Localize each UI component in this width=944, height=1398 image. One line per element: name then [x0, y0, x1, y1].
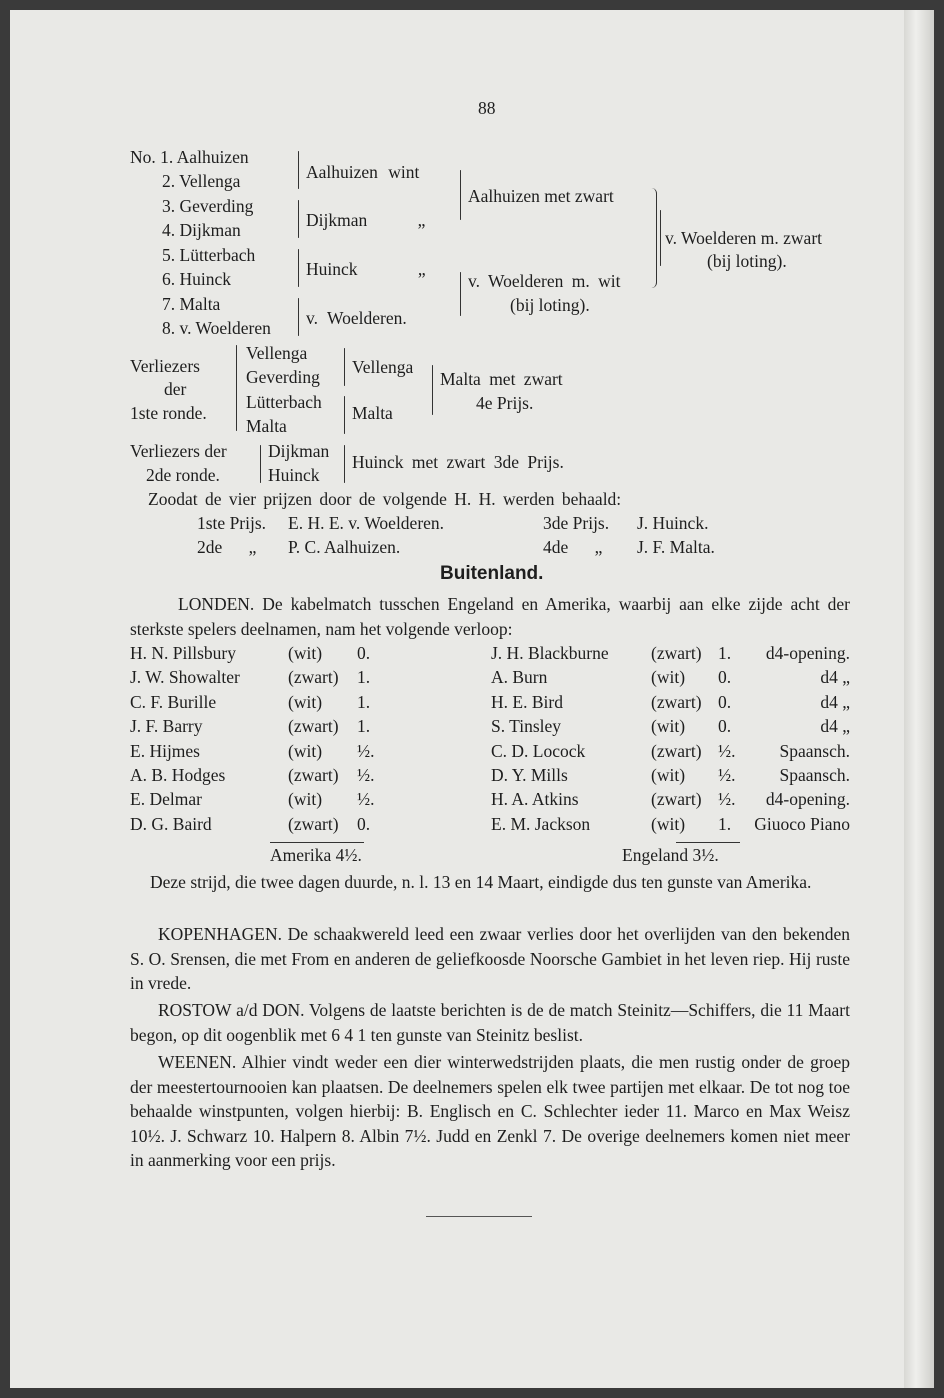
player-england: H. A. Atkins: [491, 789, 579, 810]
bracket-player: 7. Malta: [162, 294, 221, 314]
color-england: (wit): [651, 716, 686, 737]
score-america: 0.: [357, 813, 371, 834]
kopenhagen-paragraph: KOPENHAGEN. De schaakwereld leed een zwaar verlies door het overlijden van den bekenden S. O. Srensen, die met From en anderen de geliefkoosde Noorsche Gambiet in het leven riep. Hij ruste in vrede.: [130, 924, 850, 993]
round1-result: v. Woelderen.: [306, 308, 407, 328]
prizes-intro: Zoodat de vier prijzen door de volgende H. H. werden behaald:: [148, 489, 622, 509]
bracket-brace: [646, 188, 657, 288]
score-america: 1.: [357, 716, 371, 737]
player-england: S. Tinsley: [491, 716, 562, 737]
losers1-player: Geverding: [246, 367, 320, 387]
losers1-brace: [432, 365, 433, 415]
bracket-brace: [660, 210, 661, 266]
score-england: 0.: [718, 691, 732, 712]
losers1-player: Vellenga: [246, 343, 308, 363]
color-england: (zwart): [651, 740, 702, 761]
losers1-winner: Malta: [352, 403, 393, 423]
opening-name: d4-opening.: [765, 643, 850, 663]
london-conclusion: Deze strijd, die twee dagen duurde, n. l. 13 en 14 Maart, eindigde dus ten gunste van Amerika.: [150, 872, 812, 892]
weenen-paragraph: WEENEN. Alhier vindt weder een dier winterwedstrijden plaats, die men rustig onder de groep der meestertournooien kan plaatsen. De deelnemers spelen elk twee partijen met elkaar. De tot nog toe behaalde winstpunten, volgen hierbij: B. Englisch en C. Schlechter ieder 11. Marco en Max Weisz 10½. J. Schwarz 10. Halpern 8. Albin 7½. Judd en Zenkl 7. De overige deelnemers komen niet meer in aanmerking voor een prijs.: [130, 1052, 850, 1170]
section-title: Buitenland.: [440, 563, 544, 584]
losers1-player: Lütterbach: [246, 392, 322, 412]
bracket-player: 6. Huinck: [162, 269, 232, 289]
losers1-player: Malta: [246, 416, 287, 436]
color-america: (zwart): [288, 667, 339, 688]
player-england: C. D. Locock: [491, 740, 586, 761]
player-england: A. Burn: [491, 667, 548, 688]
losers1-result: Malta met zwart: [440, 369, 563, 389]
score-england: 1.: [718, 643, 732, 663]
color-england: (wit): [651, 765, 686, 785]
score-america: 1.: [357, 667, 371, 688]
round1-result: Dijkman „: [306, 210, 426, 230]
page-number: 88: [478, 98, 496, 118]
prize-name: E. H. E. v. Woelderen.: [288, 513, 445, 533]
losers2-player: Huinck: [268, 465, 320, 485]
bracket-brace: [298, 200, 299, 238]
bracket-player: 4. Dijkman: [162, 220, 241, 240]
player-america: J. F. Barry: [130, 716, 203, 737]
bracket-player: 2. Vellenga: [162, 171, 241, 191]
opening-name: d4-opening.: [765, 789, 850, 810]
color-america: (wit): [288, 643, 323, 663]
color-england: (zwart): [651, 691, 702, 712]
score-america: ½.: [357, 765, 375, 785]
score-america: 1.: [357, 691, 371, 712]
color-america: (wit): [288, 789, 323, 810]
losers1-brace: [344, 396, 345, 434]
losers1-winner: Vellenga: [352, 357, 414, 377]
color-america: (zwart): [288, 716, 339, 737]
prize-name: J. Huinck.: [637, 513, 709, 533]
total-amerika: Amerika 4½.: [270, 845, 362, 865]
opening-name: Spaansch.: [779, 740, 850, 761]
player-america: C. F. Burille: [130, 691, 217, 712]
prize-label: 2de „: [197, 537, 257, 557]
player-england: H. E. Bird: [491, 691, 563, 712]
opening-name: Giuoco Piano: [754, 813, 850, 834]
prize-label: 3de Prijs.: [543, 513, 610, 533]
opening-name: d4 „: [820, 667, 850, 688]
final-result: v. Woelderen m. zwart: [665, 228, 823, 248]
losers1-label: 1ste ronde.: [130, 403, 207, 423]
color-england: (zwart): [651, 643, 702, 663]
london-intro: LONDEN. De kabelmatch tusschen Engeland en Amerika, waarbij aan elke zijde acht der sterkste spelers deelnamen, nam het volgende verloop:: [130, 594, 850, 639]
prize-label: 1ste Prijs.: [197, 513, 267, 533]
score-america: ½.: [357, 740, 375, 761]
score-england: 0.: [718, 667, 732, 688]
losers1-brace: [344, 348, 345, 386]
losers2-brace: [344, 445, 345, 483]
color-england: (wit): [651, 667, 686, 688]
score-england: ½.: [718, 765, 736, 785]
color-america: (wit): [288, 740, 323, 761]
bracket-player: 5. Lütterbach: [162, 245, 256, 265]
prize-name: J. F. Malta.: [637, 537, 715, 557]
losers1-label: der: [164, 379, 187, 399]
bracket-player: 8. v. Woelderen: [162, 318, 271, 338]
player-america: D. G. Baird: [130, 813, 212, 834]
bracket-brace: [298, 151, 299, 189]
player-america: E. Delmar: [130, 789, 202, 810]
final-note: (bij loting).: [707, 251, 787, 271]
page-edge: [904, 10, 934, 1388]
opening-name: d4 „: [820, 716, 850, 737]
bracket-brace: [460, 170, 461, 220]
color-england: (zwart): [651, 789, 702, 810]
opening-name: d4 „: [820, 691, 850, 712]
round2-note: (bij loting).: [510, 295, 590, 315]
total-underline: [270, 842, 364, 843]
score-england: ½.: [718, 740, 736, 761]
opening-name: Spaansch.: [779, 765, 850, 785]
losers2-label: Verliezers der: [130, 441, 227, 461]
player-america: J. W. Showalter: [130, 667, 240, 688]
rostow-paragraph: ROSTOW a/d DON. Volgens de laatste berichten is de de match Steinitz—Schiffers, die 11 Maart begon, op dit oogenblik met 6 4 1 ten gunste van Steinitz beslist.: [130, 1000, 850, 1045]
bracket-brace: [298, 249, 299, 287]
score-america: ½.: [357, 789, 375, 810]
round1-result: Huinck „: [306, 259, 426, 279]
losers2-label: 2de ronde.: [146, 465, 220, 485]
losers2-brace: [260, 445, 261, 483]
player-england: E. M. Jackson: [491, 813, 591, 834]
losers2-result: Huinck met zwart 3de Prijs.: [352, 452, 564, 472]
losers1-result: 4e Prijs.: [476, 393, 534, 413]
prize-name: P. C. Aalhuizen.: [288, 537, 401, 557]
round2-result: v. Woelderen m. wit: [468, 271, 621, 291]
round1-result: Aalhuizen wint: [306, 162, 420, 182]
player-america: E. Hijmes: [130, 740, 200, 761]
score-england: 1.: [718, 813, 732, 834]
score-england: 0.: [718, 716, 732, 737]
score-england: ½.: [718, 789, 736, 810]
player-england: J. H. Blackburne: [491, 643, 609, 663]
color-america: (wit): [288, 691, 323, 712]
player-america: A. B. Hodges: [130, 765, 226, 785]
score-america: 0.: [357, 643, 371, 663]
bracket-brace: [460, 272, 461, 316]
total-engeland: Engeland 3½.: [622, 845, 719, 865]
losers2-player: Dijkman: [268, 441, 330, 461]
losers1-label: Verliezers: [130, 356, 200, 376]
player-america: H. N. Pillsbury: [130, 643, 236, 663]
color-america: (zwart): [288, 813, 339, 834]
bracket-brace: [298, 298, 299, 336]
bracket-player: No. 1. Aalhuizen: [130, 147, 249, 167]
prize-label: 4de „: [543, 537, 603, 557]
total-underline: [676, 842, 740, 843]
bracket-player: 3. Geverding: [162, 196, 254, 216]
round2-result: Aalhuizen met zwart: [468, 186, 614, 206]
player-england: D. Y. Mills: [491, 765, 568, 785]
color-america: (zwart): [288, 765, 339, 785]
color-england: (wit): [651, 813, 686, 834]
losers1-brace: [236, 345, 237, 431]
closing-rule: [426, 1216, 532, 1217]
